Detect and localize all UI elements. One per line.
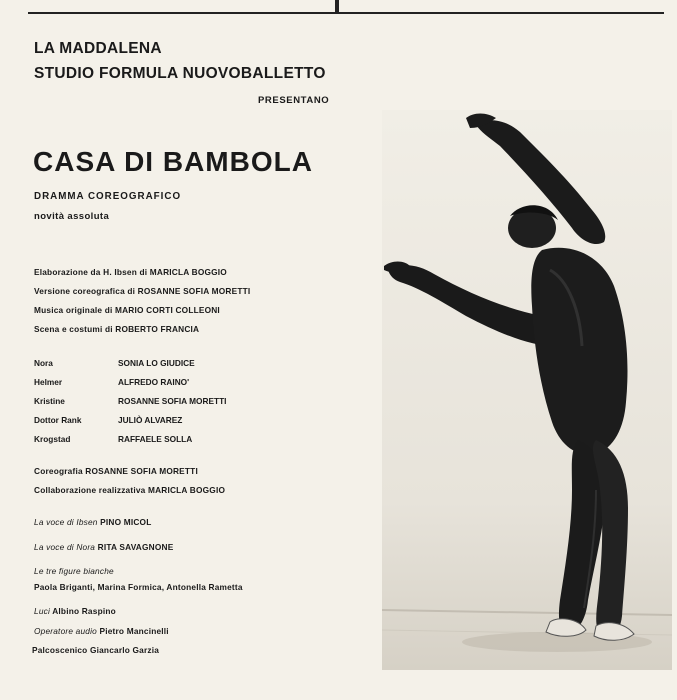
tech-name: Albino Raspino bbox=[52, 606, 116, 616]
voice-label: La voce di Nora bbox=[34, 542, 96, 552]
tech-line bbox=[32, 645, 159, 655]
credit-line: Versione coreografica di ROSANNE SOFIA MORETTI bbox=[34, 286, 251, 296]
tech-line bbox=[34, 626, 169, 636]
credit-line: Musica originale di MARIO CORTI COLLEONI bbox=[34, 305, 220, 315]
figures-names: Paola Briganti, Marina Formica, Antonella Rametta bbox=[34, 582, 243, 592]
presents-label: PRESENTANO bbox=[258, 95, 330, 106]
cast-row bbox=[34, 377, 189, 387]
cast-row bbox=[34, 396, 226, 406]
tech-name: Giancarlo Garzia bbox=[89, 645, 160, 655]
cast-actor: SONIA LO GIUDICE bbox=[118, 358, 195, 368]
top-rule bbox=[28, 12, 664, 14]
tech-label: Palcoscenico bbox=[32, 645, 88, 655]
cast-role: Krogstad bbox=[34, 434, 71, 444]
tech-line bbox=[34, 606, 116, 616]
voice-name: PINO MICOL bbox=[100, 517, 152, 527]
show-note: novità assoluta bbox=[34, 211, 110, 222]
cast-role: Nora bbox=[34, 358, 53, 368]
cast-actor: JULIÒ ALVAREZ bbox=[118, 415, 183, 425]
cast-actor: ALFREDO RAINO' bbox=[118, 377, 190, 387]
credit-line: Scena e costumi di ROBERTO FRANCIA bbox=[34, 324, 200, 334]
choreo-line: Coreografia ROSANNE SOFIA MORETTI bbox=[34, 466, 198, 476]
cast-actor: ROSANNE SOFIA MORETTI bbox=[118, 396, 227, 406]
voice-label: La voce di Ibsen bbox=[34, 517, 98, 527]
show-title: CASA DI BAMBOLA bbox=[33, 146, 313, 177]
org-line-1: LA MADDALENA bbox=[34, 40, 162, 57]
voice-name: RITA SAVAGNONE bbox=[97, 542, 174, 552]
cast-row bbox=[34, 434, 192, 444]
dancer-photo bbox=[382, 110, 672, 670]
tech-label: Luci bbox=[34, 606, 51, 616]
figures-label: Le tre figure bianche bbox=[34, 566, 114, 576]
cast-row bbox=[34, 358, 195, 368]
cast-row bbox=[34, 415, 182, 425]
tech-label: Operatore audio bbox=[34, 626, 97, 636]
voice-line bbox=[34, 542, 173, 552]
top-rule-mark bbox=[335, 0, 339, 12]
tech-name: Pietro Mancinelli bbox=[99, 626, 169, 636]
voice-line bbox=[34, 517, 151, 527]
cast-role: Kristine bbox=[34, 396, 65, 406]
org-line-2: STUDIO FORMULA NUOVOBALLETTO bbox=[34, 65, 326, 82]
credit-line: Elaborazione da H. Ibsen di MARICLA BOGGIO bbox=[34, 267, 227, 277]
choreo-line: Collaborazione realizzativa MARICLA BOGGIO bbox=[34, 485, 226, 495]
cast-role: Helmer bbox=[34, 377, 63, 387]
cast-actor: RAFFAELE SOLLA bbox=[118, 434, 193, 444]
show-subtitle: DRAMMA COREOGRAFICO bbox=[34, 191, 182, 202]
cast-role: Dottor Rank bbox=[34, 415, 82, 425]
